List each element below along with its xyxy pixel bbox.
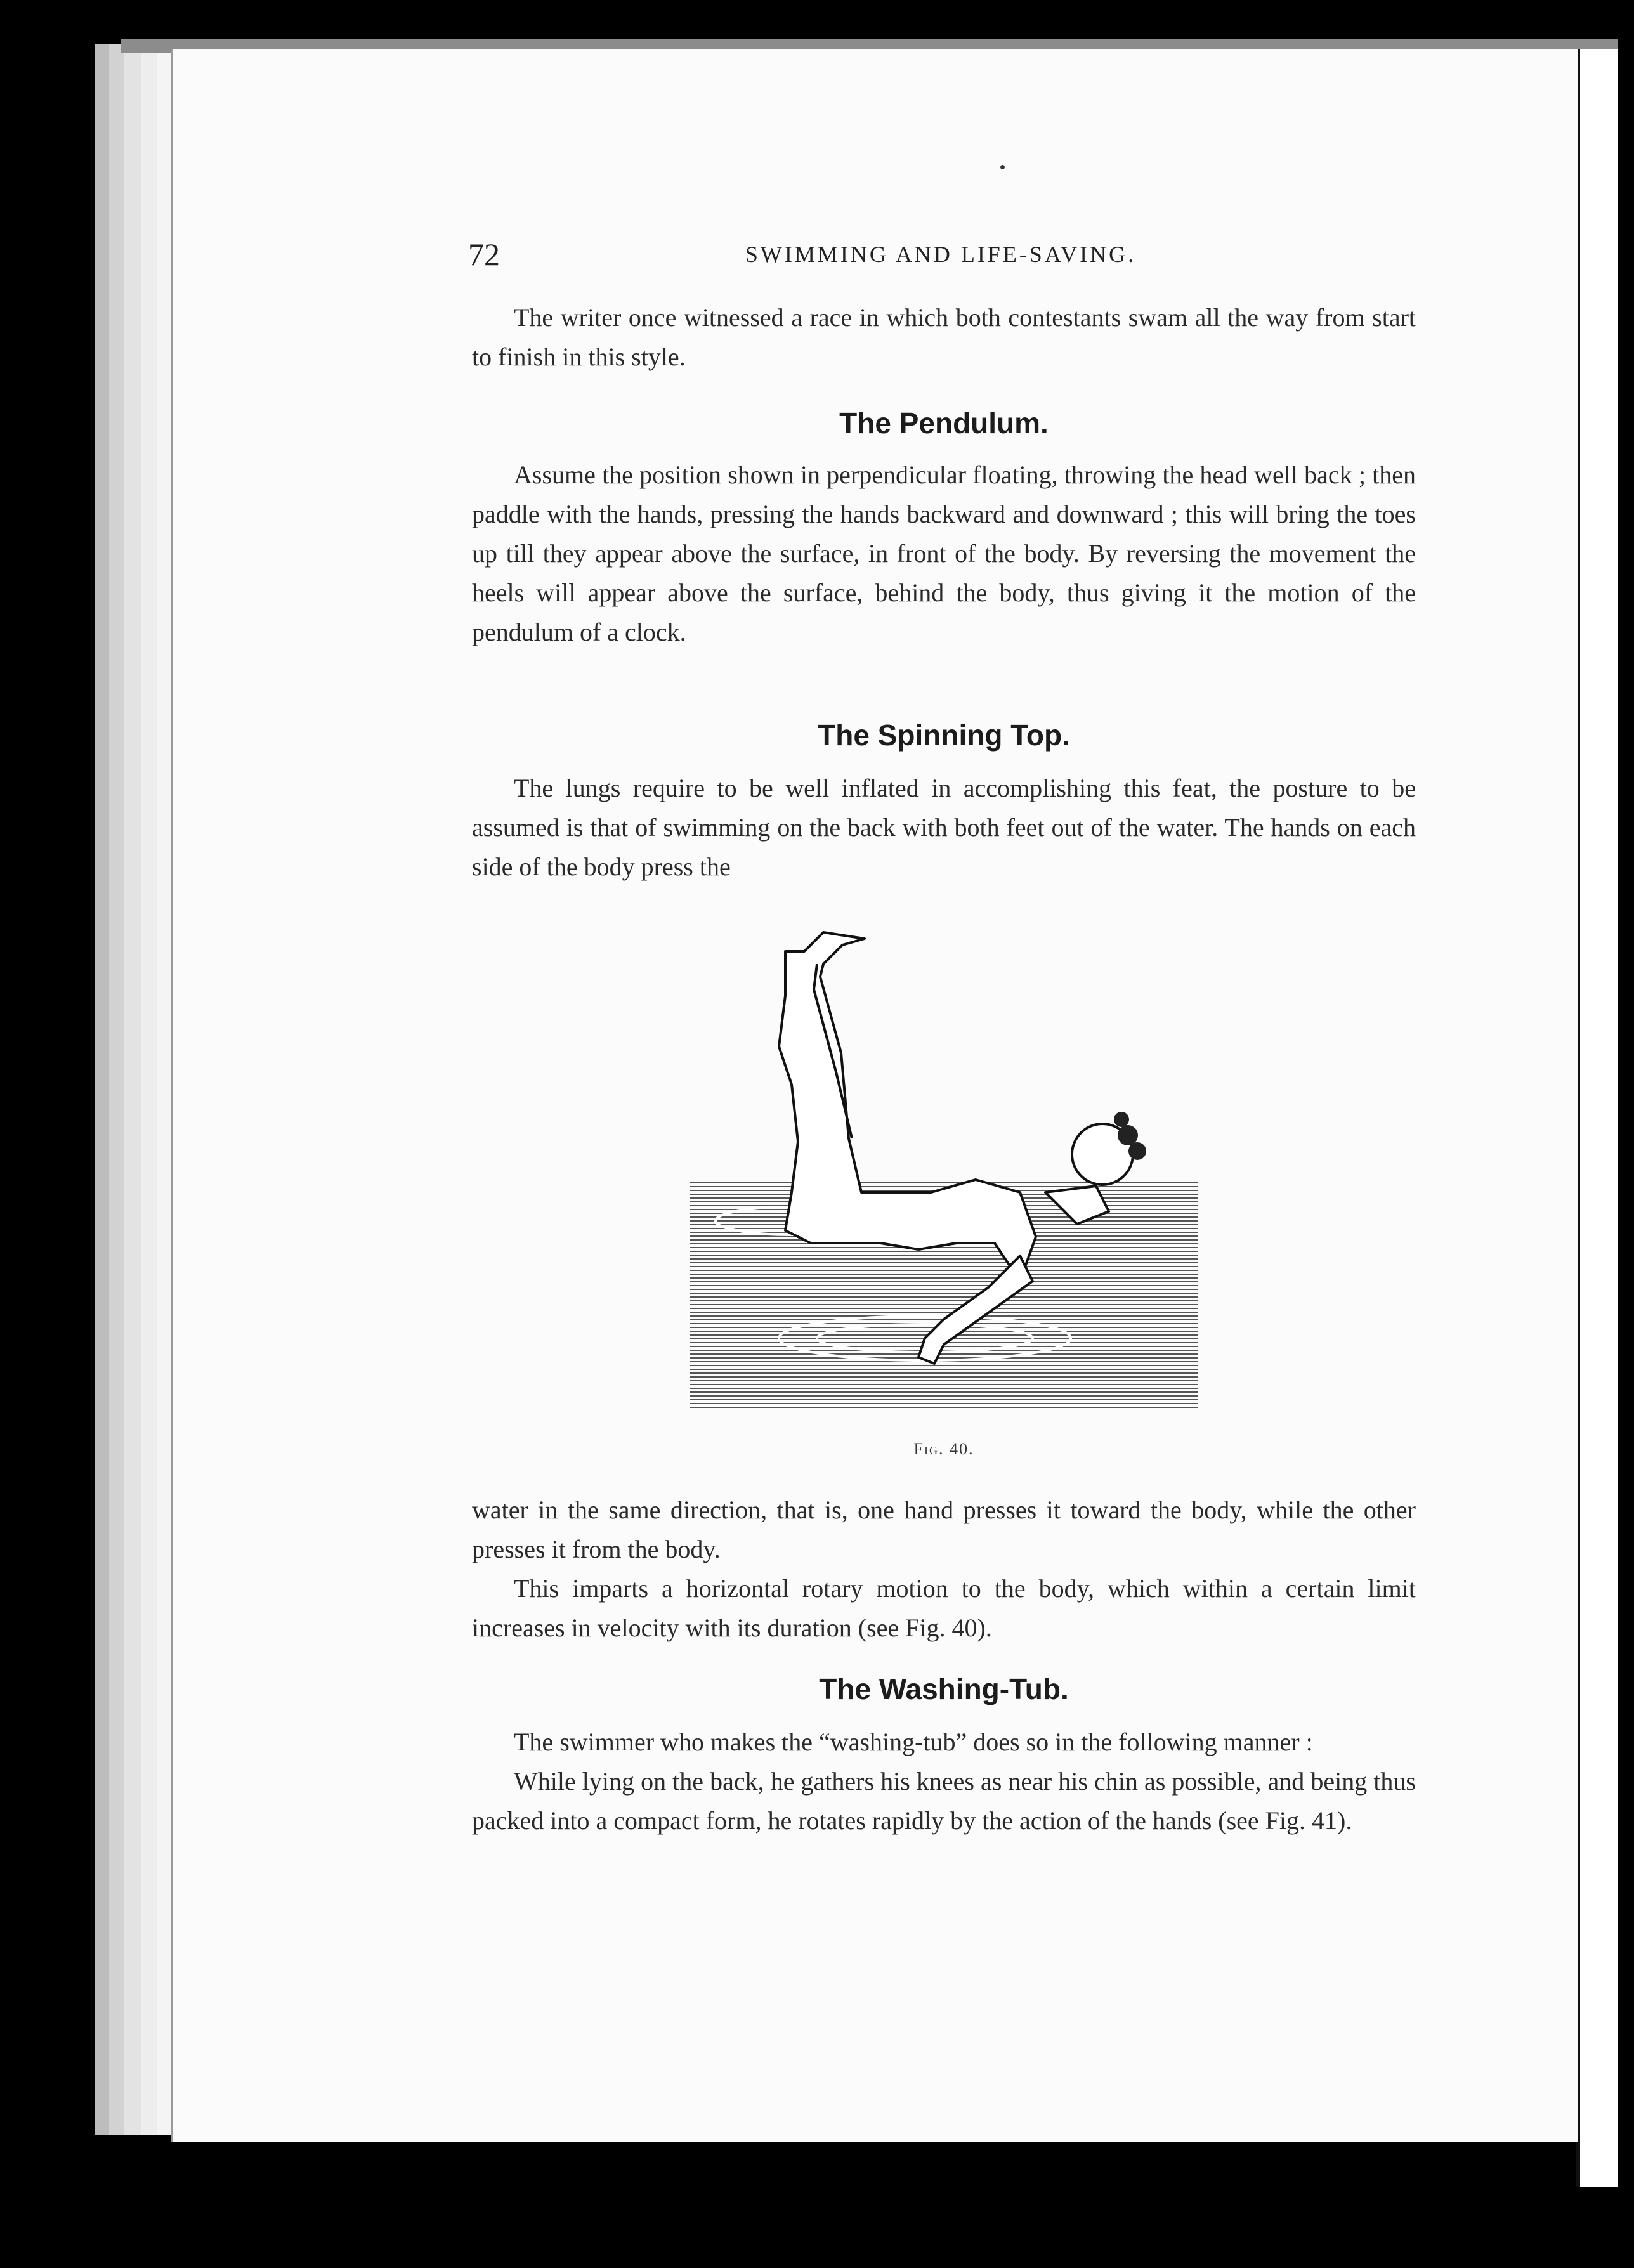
section-heading-spinning-top: The Spinning Top.: [818, 719, 1070, 752]
paragraph: This imparts a horizontal rotary motion to the body, which within a certain limit increases in velocity with its duration (see Fig. 40).: [472, 1574, 1416, 1642]
paragraph: water in the same direction, that is, one hand presses it toward the body, while the other presses it from the body.: [472, 1496, 1416, 1563]
paragraph: The writer once witnessed a race in which both contestants swam all the way from start to finish in this style.: [472, 303, 1416, 371]
section-heading-pendulum: The Pendulum.: [839, 407, 1049, 440]
intro-paragraph: [472, 298, 1416, 377]
figure-caption: Fig. 40.: [913, 1440, 974, 1458]
section-heading-washing-tub: The Washing-Tub.: [819, 1672, 1069, 1705]
paragraph: The swimmer who makes the “washing-tub” does so in the following manner :: [514, 1728, 1313, 1756]
paragraph: The lungs require to be well inflated in accomplishing this feat, the posture to be assumed is that of swimming on the back with both feet out of the water. The hands on each side of the body press the: [472, 774, 1416, 881]
washing-tub-body: [472, 1723, 1416, 1841]
paragraph: While lying on the back, he gathers his knees as near his chin as possible, and being thus packed into a compact form, he rotates rapidly by the action of the hands (see Fig. 41).: [472, 1767, 1416, 1835]
spinning-top-body-1: [472, 769, 1416, 887]
speck: [1000, 165, 1005, 169]
spinning-top-body-2: [472, 1490, 1416, 1648]
fig-40-illustration: [690, 926, 1198, 1414]
page-number: 72: [468, 237, 500, 272]
page-header: [468, 236, 1413, 280]
book-gutter: [1576, 49, 1618, 2187]
paragraph: Assume the position shown in perpendicular floating, throwing the head well back ; then paddle with the hands, pressing the hands backward and downward ; this will bring the toes up till they appear above the surface, in front of the body. By reversing the movement the heels will appear above the surface, behind the body, thus giving it the motion of the pendulum of a clock.: [472, 460, 1416, 646]
pendulum-body: [472, 455, 1416, 652]
running-title: SWIMMING AND LIFE-SAVING.: [745, 242, 1137, 267]
